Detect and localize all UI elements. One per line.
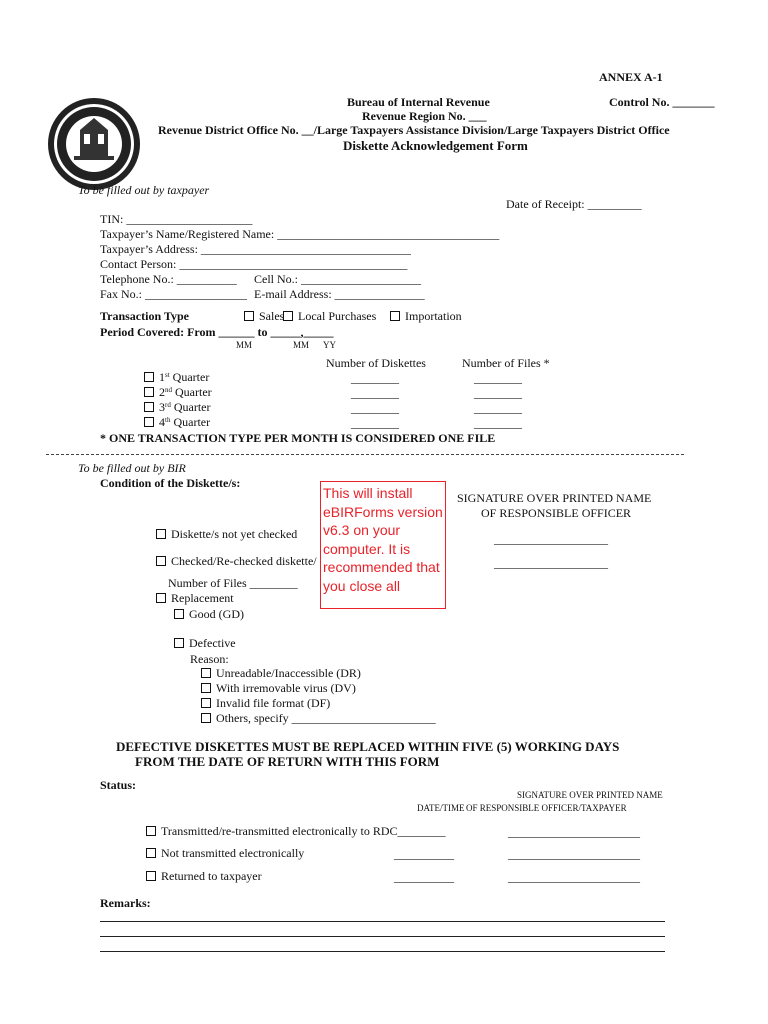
mm-label: MM xyxy=(293,340,310,350)
signature-line[interactable]: ___________________ xyxy=(494,556,608,570)
defective-notice-line1: DEFECTIVE DISKETTES MUST BE REPLACED WITHIN FIVE (5) WORKING DAYS xyxy=(116,739,620,754)
files-q3-field[interactable]: ________ xyxy=(474,401,522,415)
annex-label: ANNEX A-1 xyxy=(599,70,663,84)
contact-person-field[interactable]: Contact Person: ______________________________________ xyxy=(100,257,408,271)
agency-name: Bureau of Internal Revenue xyxy=(347,95,490,109)
status-returned-date[interactable]: __________ xyxy=(394,870,454,884)
fax-field[interactable]: Fax No.: _________________ xyxy=(100,287,247,301)
not-yet-checked-checkbox[interactable]: Diskette/s not yet checked xyxy=(156,528,297,540)
checkbox-icon xyxy=(144,402,154,412)
form-title: Diskette Acknowledgement Form xyxy=(343,138,528,153)
cell-field[interactable]: Cell No.: ____________________ xyxy=(254,272,421,286)
date-of-receipt[interactable]: Date of Receipt: _________ xyxy=(506,197,642,211)
good-checkbox[interactable]: Good (GD) xyxy=(174,608,244,620)
quarter-2-checkbox[interactable]: 2nd Quarter xyxy=(144,386,212,398)
col-number-of-diskettes: Number of Diskettes xyxy=(326,356,426,370)
status-transmitted-signature[interactable]: ______________________ xyxy=(508,825,640,839)
checkbox-icon xyxy=(174,609,184,619)
reason-invalid-format-checkbox[interactable]: Invalid file format (DF) xyxy=(201,697,330,709)
files-q2-field[interactable]: ________ xyxy=(474,386,522,400)
checkbox-icon xyxy=(201,713,211,723)
number-of-files-field[interactable]: Number of Files ________ xyxy=(168,576,298,590)
bir-seal-icon xyxy=(46,96,142,192)
checkbox-icon xyxy=(144,372,154,382)
diskettes-q1-field[interactable]: ________ xyxy=(351,371,399,385)
revenue-region: Revenue Region No. ___ xyxy=(362,109,487,123)
reason-others-checkbox[interactable]: Others, specify ________________________ xyxy=(201,712,436,724)
col-number-of-files: Number of Files * xyxy=(462,356,550,370)
reason-virus-checkbox[interactable]: With irremovable virus (DV) xyxy=(201,682,356,694)
status-returned-checkbox[interactable]: Returned to taxpayer xyxy=(146,870,262,882)
files-q1-field[interactable]: ________ xyxy=(474,371,522,385)
status-returned-signature[interactable]: ______________________ xyxy=(508,870,640,884)
remarks-line[interactable] xyxy=(100,921,665,922)
one-file-note: * ONE TRANSACTION TYPE PER MONTH IS CONSIDERED ONE FILE xyxy=(100,431,496,445)
diskettes-q3-field[interactable]: ________ xyxy=(351,401,399,415)
remarks-label: Remarks: xyxy=(100,896,151,910)
checkbox-icon xyxy=(146,848,156,858)
signature-label: SIGNATURE OVER PRINTED NAME xyxy=(457,491,652,505)
status-not-transmitted-date[interactable]: __________ xyxy=(394,847,454,861)
period-covered[interactable]: Period Covered: From ______ to _____,_____ xyxy=(100,325,334,339)
email-field[interactable]: E-mail Address: _______________ xyxy=(254,287,425,301)
reason-label: Reason: xyxy=(190,652,229,666)
checked-rechecked-checkbox[interactable]: Checked/Re-checked diskette/ xyxy=(156,555,317,567)
checkbox-icon xyxy=(201,698,211,708)
checkbox-icon xyxy=(146,871,156,881)
checkbox-icon xyxy=(146,826,156,836)
quarter-3-checkbox[interactable]: 3rd Quarter xyxy=(144,401,211,413)
taxpayer-name-field[interactable]: Taxpayer’s Name/Registered Name: _____________________________________ xyxy=(100,227,500,241)
type-sales-checkbox[interactable]: Sales xyxy=(244,310,284,322)
diskettes-q4-field[interactable]: ________ xyxy=(351,416,399,430)
office-line: Revenue District Office No. __/Large Taxpayers Assistance Division/Large Taxpayers District Office xyxy=(158,123,670,137)
transaction-type-label: Transaction Type xyxy=(100,309,190,323)
checkbox-icon xyxy=(174,638,184,648)
tin-field[interactable]: TIN: _____________________ xyxy=(100,212,253,226)
defective-notice-line2: FROM THE DATE OF RETURN WITH THIS FORM xyxy=(135,754,440,769)
checkbox-icon xyxy=(156,593,166,603)
checkbox-icon xyxy=(144,417,154,427)
quarter-1-checkbox[interactable]: 1st Quarter xyxy=(144,371,209,383)
taxpayer-caption: To be filled out by taxpayer xyxy=(78,183,210,197)
signature-label-officer: OF RESPONSIBLE OFFICER xyxy=(481,506,632,520)
status-officer-header: OF RESPONSIBLE OFFICER/TAXPAYER xyxy=(466,803,627,813)
type-import-checkbox[interactable]: Importation xyxy=(390,310,462,322)
status-label: Status: xyxy=(100,778,137,792)
status-signature-header: SIGNATURE OVER PRINTED NAME xyxy=(517,790,663,800)
checkbox-icon xyxy=(156,556,166,566)
diskettes-q2-field[interactable]: ________ xyxy=(351,386,399,400)
reason-unreadable-checkbox[interactable]: Unreadable/Inaccessible (DR) xyxy=(201,667,361,679)
mm-label: MM xyxy=(236,340,253,350)
status-datetime-header: DATE/TIME xyxy=(417,803,465,813)
yy-label: YY xyxy=(323,340,336,350)
section-divider xyxy=(46,454,684,455)
replacement-checkbox[interactable]: Replacement xyxy=(156,592,234,604)
control-number: Control No. _______ xyxy=(609,95,715,109)
files-q4-field[interactable]: ________ xyxy=(474,416,522,430)
signature-line[interactable]: ___________________ xyxy=(494,532,608,546)
checkbox-icon xyxy=(201,668,211,678)
type-local-checkbox[interactable]: Local Purchases xyxy=(283,310,376,322)
checkbox-icon xyxy=(144,387,154,397)
checkbox-icon xyxy=(156,529,166,539)
telephone-field[interactable]: Telephone No.: __________ xyxy=(100,272,237,286)
defective-checkbox[interactable]: Defective xyxy=(174,637,236,649)
status-not-transmitted-signature[interactable]: ______________________ xyxy=(508,847,640,861)
remarks-line[interactable] xyxy=(100,951,665,952)
quarter-4-checkbox[interactable]: 4th Quarter xyxy=(144,416,210,428)
checkbox-icon xyxy=(201,683,211,693)
status-transmitted-checkbox[interactable]: Transmitted/re-transmitted electronically to RDC________ xyxy=(146,825,446,837)
remarks-line[interactable] xyxy=(100,936,665,937)
taxpayer-address-field[interactable]: Taxpayer’s Address: ___________________________________ xyxy=(100,242,411,256)
install-notice-popup: This will install eBIRForms version v6.3 on your computer. It is recommended that you close all xyxy=(320,481,446,609)
status-not-transmitted-checkbox[interactable]: Not transmitted electronically xyxy=(146,847,304,859)
checkbox-icon xyxy=(283,311,293,321)
bir-caption: To be filled out by BIR xyxy=(78,461,186,475)
checkbox-icon xyxy=(390,311,400,321)
condition-label: Condition of the Diskette/s: xyxy=(100,476,241,490)
checkbox-icon xyxy=(244,311,254,321)
